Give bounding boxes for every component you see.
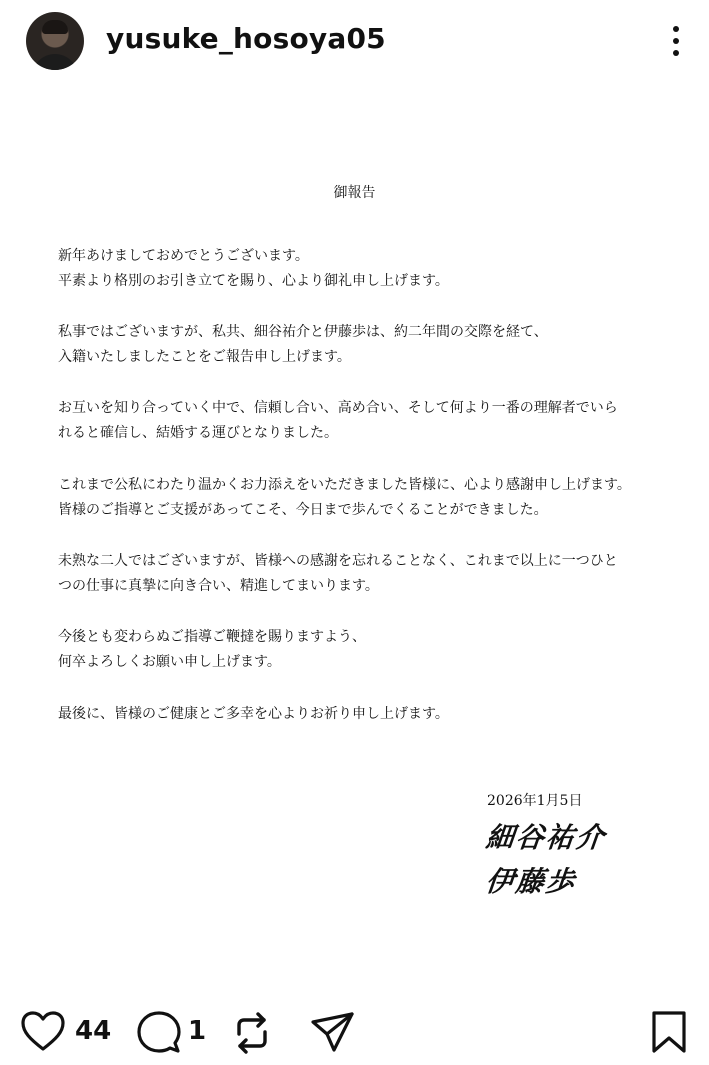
paragraph-7 — [58, 702, 678, 727]
document-date: 2026年1月5日 — [487, 793, 583, 809]
paragraph-line: 平素より格別のお引き立てを賜り、心より御礼申し上げます。 — [58, 273, 449, 289]
document-title: 御報告 — [333, 185, 376, 201]
paragraph-5 — [58, 549, 678, 599]
paragraph-4 — [58, 473, 678, 523]
paragraph-line: これまで公私にわたり温かくお力添えをいただきました皆様に、心より感謝申し上げます。 — [58, 477, 631, 493]
paragraph-3 — [58, 396, 678, 446]
comment-icon[interactable] — [136, 1010, 182, 1054]
post-action-bar — [0, 1000, 709, 1065]
vertical-ellipsis-icon[interactable] — [664, 24, 688, 60]
paragraph-line: 私事ではございますが、私共、細谷祐介と伊藤歩は、約二年間の交際を経て、 — [58, 324, 548, 340]
post-header — [0, 0, 709, 82]
paragraph-line: 今後とも変わらぬご指導ご鞭撻を賜りますよう、 — [58, 629, 366, 645]
signature-2: 伊藤歩 — [484, 865, 578, 898]
paragraph-line: 何卒よろしくお願い申し上げます。 — [58, 654, 281, 670]
paragraph-1 — [58, 244, 678, 294]
like-count[interactable]: 44 — [75, 1016, 112, 1046]
paragraph-line: 最後に、皆様のご健康とご多幸を心よりお祈り申し上げます。 — [58, 706, 449, 722]
username[interactable]: yusuke_hosoya05 — [106, 22, 386, 55]
avatar[interactable] — [26, 12, 84, 70]
comment-count[interactable]: 1 — [188, 1016, 207, 1046]
bookmark-icon[interactable] — [650, 1010, 688, 1054]
avatar-hair — [42, 20, 68, 34]
paragraph-line: お互いを知り合っていく中で、信頼し合い、高め合い、そして何より一番の理解者でいら — [58, 400, 618, 416]
share-icon[interactable] — [310, 1010, 356, 1054]
paragraph-2 — [58, 320, 678, 370]
paragraph-line: 入籍いたしましたことをご報告申し上げます。 — [58, 349, 351, 365]
paragraph-line: つの仕事に真摯に向き合い、精進してまいります。 — [58, 578, 379, 594]
signature-1: 細谷祐介 — [484, 821, 608, 854]
paragraph-line: 新年あけましておめでとうございます。 — [58, 248, 309, 264]
heart-icon[interactable] — [20, 1010, 66, 1052]
paragraph-line: れると確信し、結婚する運びとなりました。 — [58, 425, 338, 441]
repost-icon[interactable] — [231, 1010, 273, 1056]
avatar-shoulders — [32, 54, 78, 70]
paragraph-6 — [58, 625, 678, 675]
paragraph-line: 未熟な二人ではございますが、皆様への感謝を忘れることなく、これまで以上に一つひと — [58, 553, 618, 569]
announcement-document — [0, 82, 709, 1000]
paragraph-line: 皆様のご指導とご支援があってこそ、今日まで歩んでくることができました。 — [58, 502, 548, 518]
